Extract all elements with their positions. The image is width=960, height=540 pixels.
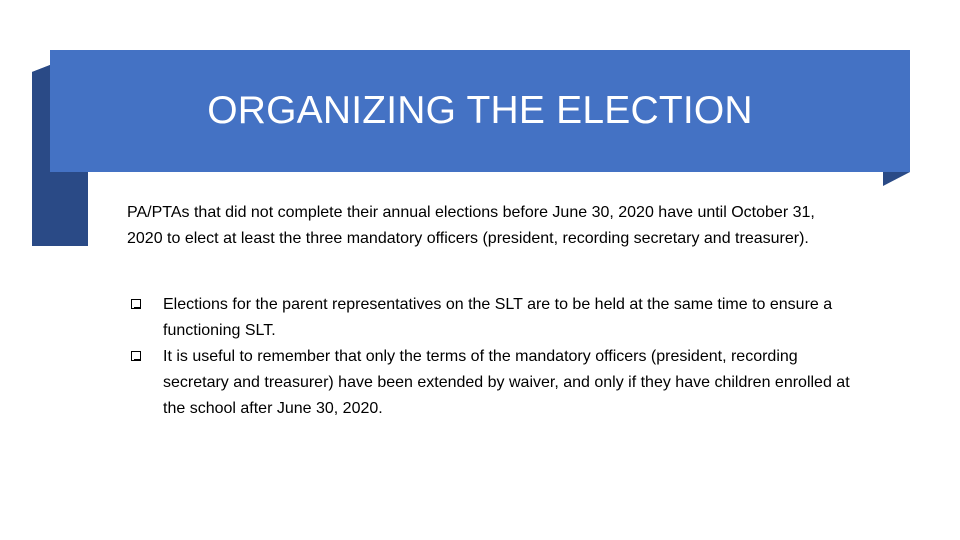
bullet-item (127, 292, 867, 344)
checkbox-square-icon (131, 351, 141, 361)
bullet-list (127, 292, 867, 422)
bullet-item (127, 344, 867, 422)
intro-paragraph: PA/PTAs that did not complete their annual elections before June 30, 2020 have until October 31, 2020 to elect at least the three mandatory officers (president, recording secretary and treasurer). (127, 204, 815, 247)
bullet-text: It is useful to remember that only the terms of the mandatory officers (president, recording secretary and treasurer) have been extended by waiver, and only if they have children enrolled at the school after June 30, 2020. (163, 348, 850, 417)
checkbox-square-icon (131, 299, 141, 309)
ribbon-right-fold (883, 172, 910, 186)
bullet-text: Elections for the parent representatives on the SLT are to be held at the same time to ensure a functioning SLT. (163, 296, 833, 339)
slide-title: ORGANIZING THE ELECTION (207, 89, 753, 132)
